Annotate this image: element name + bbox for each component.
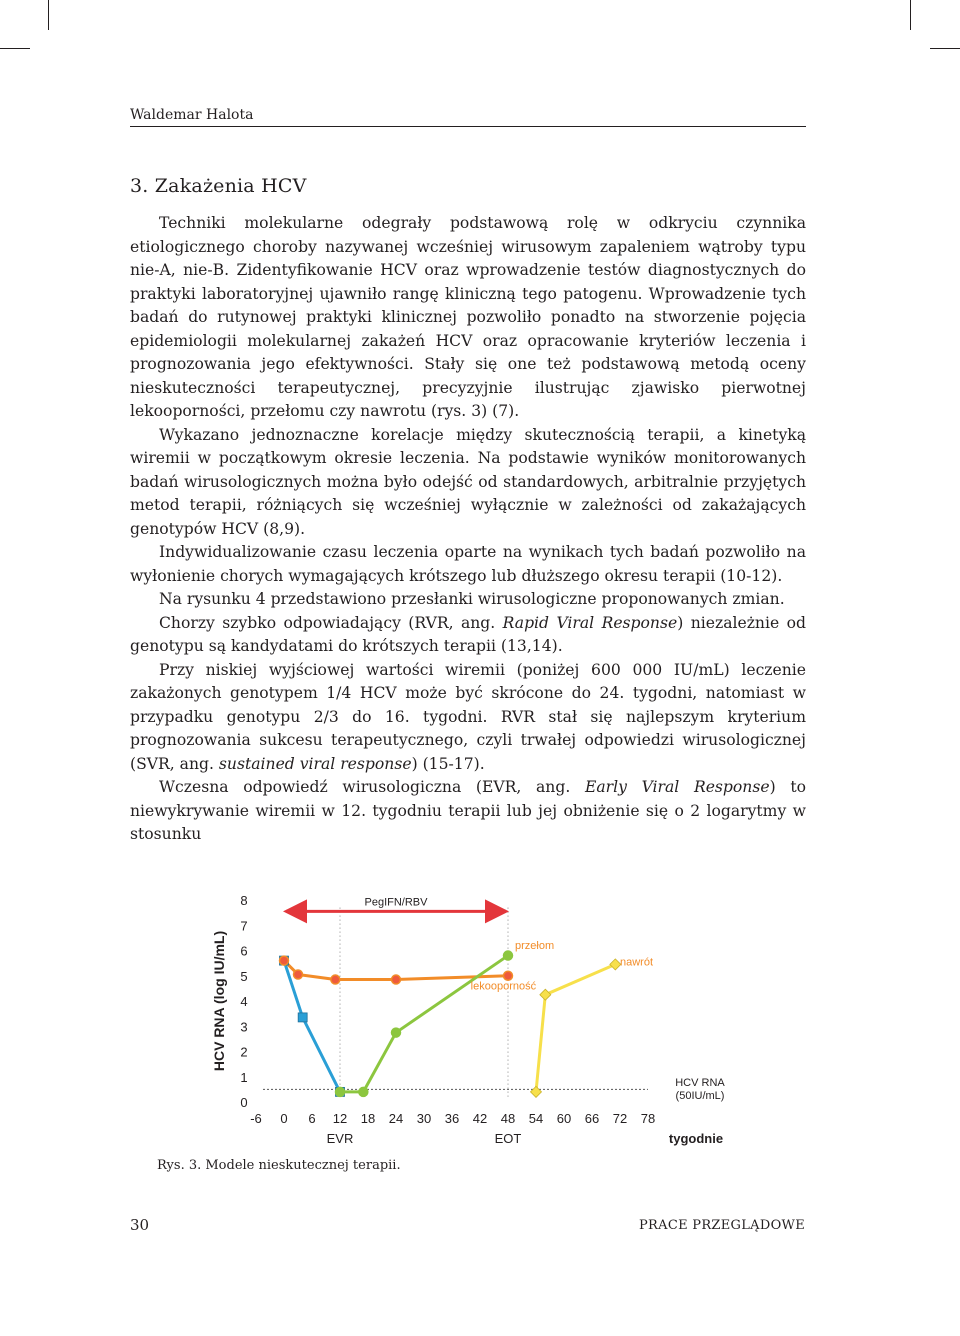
crop-mark (910, 0, 911, 30)
y-tick-label: 5 (240, 968, 248, 984)
data-point-circle (336, 1087, 345, 1096)
journal-section: PRACE PRZEGLĄDOWE (639, 1218, 805, 1233)
paragraph (130, 424, 806, 542)
x-marker-label: EOT (494, 1131, 522, 1146)
data-point-circle (392, 975, 401, 984)
text-run: Wczesna odpowiedź wirusologiczna (EVR, ang. (159, 778, 585, 796)
series-label: lekooporność (470, 980, 537, 993)
x-tick-label: 60 (556, 1111, 572, 1126)
text-run: ) niezależnie od genotypu są kandydatami do krótszych terapii (13,14). (130, 613, 806, 655)
text-run: Indywidualizowanie czasu leczenia oparte na wynikach tych badań pozwoliło na wyłonienie chorych wymagających krótszego lub dłuższego okresu terapii (10-12). (130, 543, 806, 585)
y-tick-label: 8 (240, 893, 248, 908)
figure-chart (200, 880, 760, 1155)
y-tick-label: 2 (240, 1044, 248, 1060)
crop-mark (930, 48, 960, 49)
x-tick-label: 66 (584, 1111, 600, 1126)
paragraph (130, 541, 806, 588)
series-line (536, 964, 615, 1092)
y-tick-label: 4 (240, 994, 248, 1009)
y-tick-label: 7 (240, 918, 248, 934)
text-run: Na rysunku 4 przedstawiono przesłanki wirusologiczne proponowanych zmian. (159, 590, 785, 608)
text-run: Wykazano jednoznaczne korelacje między skutecznością terapii, a kinetyką wiremii w początkowym okresie leczenia. Na podstawie wyników monitorowanych badań wirusologicznych można było odejść od standardowych, arbitralnie przyjętych metod terapii, różniących się wcześniej wyłącznie w zależności od zakażających genotypów HCV (8,9). (130, 425, 806, 538)
data-point-diamond (540, 989, 551, 1000)
data-point-diamond (531, 1086, 542, 1097)
x-tick-label: 72 (612, 1111, 628, 1126)
y-tick-label: 0 (240, 1095, 248, 1110)
y-tick-label: 6 (240, 943, 248, 959)
body-text (130, 212, 806, 847)
x-tick-label: 0 (280, 1111, 288, 1126)
treatment-label: PegIFN/RBV (364, 896, 428, 909)
text-run: Przy niskiej wyjściowej wartości wiremii (poniżej 600 000 IU/mL) leczenie zakażonych genotypem 1/4 HCV może być skrócone do 24. tygodni, natomiast w przypadku genotypu 2/3 do 16. tygodni. RVR stał się najlepszym kryterium prognozowania sukcesu terapeutycznego, czyli trwałej odpowiedzi wirusologicznej (SVR, ang. (130, 660, 806, 773)
x-tick-label: 30 (416, 1111, 432, 1126)
paragraph (130, 212, 806, 424)
crop-mark (48, 0, 49, 30)
data-point-circle (392, 1028, 401, 1037)
crop-mark (0, 48, 30, 49)
viral-load-chart (200, 880, 760, 1155)
text-run: ) to niewykrywanie wiremii w 12. tygodniu terapii lub jej obniżenie się o 2 logarytmy w stosunku (130, 778, 806, 843)
y-tick-label: 1 (240, 1069, 248, 1085)
x-tick-label: 48 (500, 1111, 516, 1126)
x-tick-label: -6 (250, 1111, 262, 1126)
x-tick-label: 36 (444, 1111, 460, 1126)
data-point-circle (504, 951, 513, 960)
x-tick-label: 78 (640, 1111, 656, 1126)
section-title: 3. Zakażenia HCV (130, 175, 307, 197)
series-label: przełom (515, 940, 555, 953)
paragraph (130, 659, 806, 777)
italic-term: sustained viral response (218, 754, 412, 773)
data-point-circle (294, 970, 303, 979)
running-header-author: Waldemar Halota (130, 107, 254, 123)
x-tick-label: 24 (388, 1111, 404, 1126)
x-tick-label: 18 (360, 1111, 376, 1126)
paragraph (130, 588, 806, 612)
data-point-circle (359, 1087, 368, 1096)
x-tick-label: 12 (332, 1111, 348, 1126)
paragraph (130, 776, 806, 847)
data-point-circle (504, 971, 513, 980)
series-label: nawrót (620, 956, 654, 969)
figure-caption: Rys. 3. Modele nieskutecznej terapii. (157, 1158, 401, 1173)
x-tick-label: 42 (472, 1111, 488, 1126)
text-run: ) (15-17). (411, 754, 485, 773)
page-number: 30 (130, 1216, 150, 1234)
x-tick-label: 6 (308, 1111, 316, 1126)
x-tick-label: 54 (528, 1111, 544, 1126)
header-rule (130, 126, 806, 127)
data-point-circle (280, 956, 289, 965)
italic-term: Rapid Viral Response (502, 613, 678, 632)
data-point-square (298, 1013, 307, 1022)
y-axis-label: HCV RNA (log IU/mL) (211, 930, 227, 1072)
paragraph (130, 612, 806, 659)
detection-limit-label: HCV RNA (675, 1077, 725, 1089)
italic-term: Early Viral Response (584, 778, 770, 796)
text-run: Techniki molekularne odegrały podstawową rolę w odkryciu czynnika etiologicznego choroby nazywanej wcześniej wirusowym zapaleniem wątroby typu nie-A, nie-B. Zidentyfikowanie HCV oraz wprowadzenie testów diagnostycznych do praktyki laboratoryjnej ujawniło rangę kliniczną tego patogenu. Wprowadzenie tych badań do rutynowej praktyki klinicznej pozwoliło ponadto na stworzenie pojęcia epidemiologii molekularnej zakażeń HCV oraz opracowanie kryteriów leczenia i prognozowania jego efektywności. Stały się one też podstawową metodą oceny nieskuteczności terapeutycznej, precyzyjnie ilustrując zjawisko pierwotnej lekooporności, przełomu czy nawrotu (rys. 3) (7). (130, 214, 806, 420)
y-tick-label: 3 (240, 1019, 248, 1035)
x-axis-label: tygodnie (668, 1131, 724, 1146)
x-marker-label: EVR (326, 1131, 354, 1146)
data-point-circle (331, 975, 340, 984)
detection-limit-label: (50IU/mL) (675, 1090, 725, 1102)
text-run: Chorzy szybko odpowiadający (RVR, ang. (159, 613, 503, 632)
